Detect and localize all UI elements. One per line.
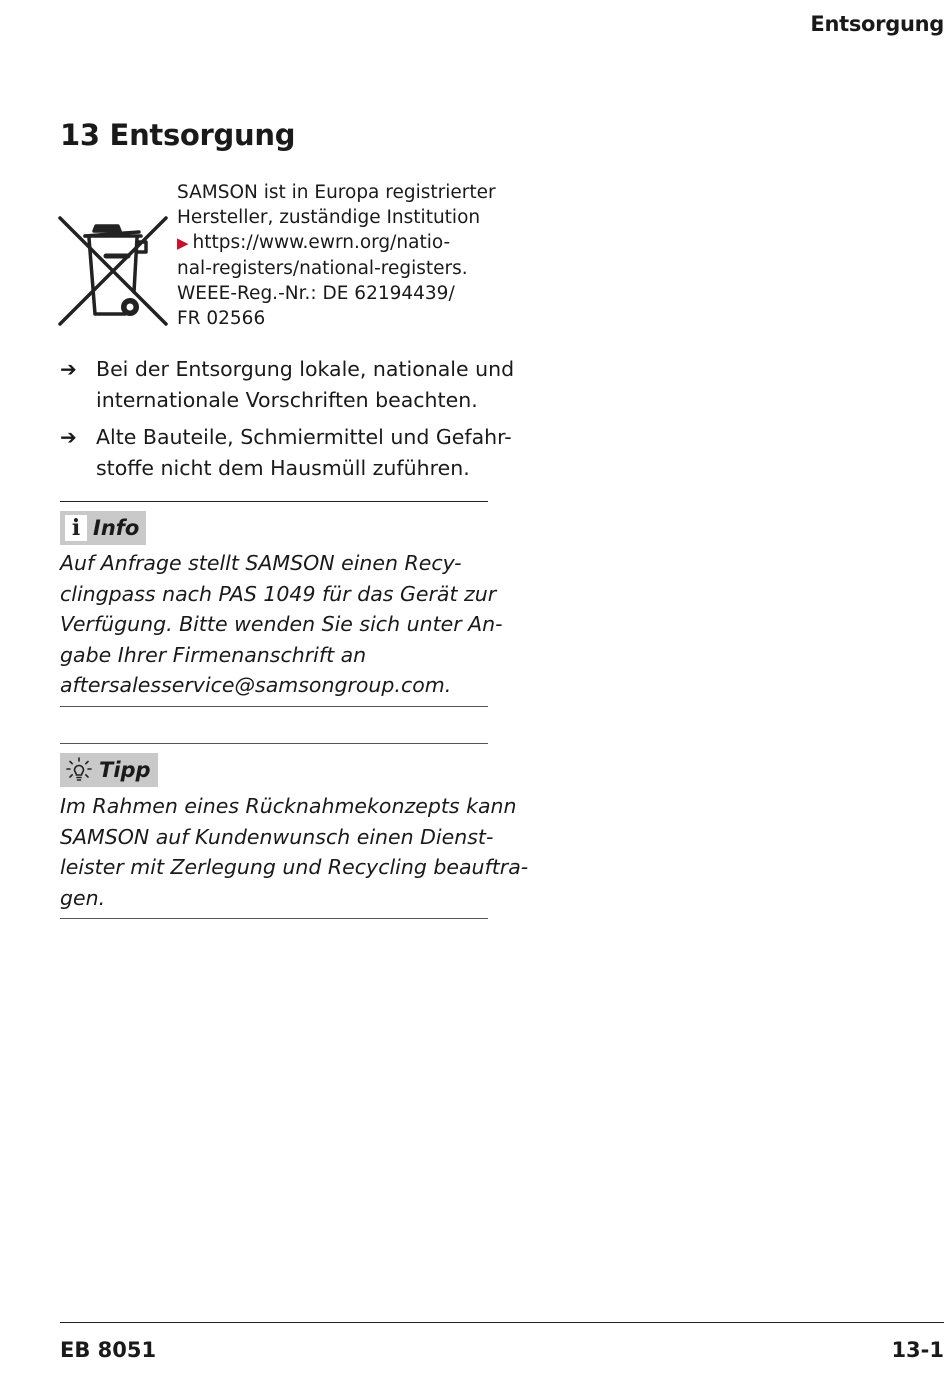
instruction-line: Alte Bauteile, Schmiermittel und Gefahr-: [96, 425, 512, 449]
instruction-line: internationale Vorschriften beachten.: [96, 388, 478, 412]
weee-line: Hersteller, zuständige Institution: [177, 207, 481, 228]
instruction-list: [60, 354, 515, 490]
info-line: Auf Anfrage stellt SAMSON einen Recy-: [60, 551, 462, 575]
weee-link-text[interactable]: https://www.ewrn.org/natio-: [192, 232, 451, 253]
info-line: gabe Ihrer Firmenanschrift an: [60, 642, 367, 667]
crossed-out-wheelie-bin-icon: [58, 214, 170, 328]
lightbulb-icon: [65, 756, 93, 784]
arrow-right-icon: ➔: [60, 425, 77, 449]
info-email-line[interactable]: aftersalesservice@samsongroup.com.: [60, 673, 452, 697]
info-line: Verfügung. Bitte wenden Sie sich unter An-: [60, 612, 503, 636]
weee-line: SAMSON ist in Europa registrierter: [177, 182, 496, 203]
arrow-right-icon: ➔: [60, 357, 77, 381]
weee-link-line[interactable]: [177, 230, 497, 256]
weee-registration-text: [177, 180, 497, 331]
info-box: [60, 501, 503, 707]
tip-badge: [60, 753, 158, 787]
footer-divider: [60, 1322, 944, 1323]
tip-line: gen.: [60, 885, 106, 910]
tip-label: Tipp: [99, 758, 151, 782]
tip-line: Im Rahmen eines Rücknahmekonzepts kann: [60, 794, 517, 818]
chapter-title: 13 Entsorgung: [60, 118, 296, 152]
instruction-item: [60, 422, 512, 484]
info-icon: i: [65, 515, 87, 541]
footer-page-number: 13-1: [891, 1338, 944, 1362]
info-label: Info: [93, 516, 140, 540]
tip-box: [60, 743, 529, 919]
footer-doc-number: EB 8051: [60, 1338, 157, 1362]
tip-line: leister mit Zerlegung und Recycling beauftra-: [60, 855, 529, 879]
info-line: clingpass nach PAS 1049 für das Gerät zur: [60, 581, 497, 606]
weee-line: FR 02566: [177, 308, 266, 329]
tip-line: SAMSON auf Kundenwunsch einen Dienst-: [60, 824, 494, 849]
link-arrow-icon: ▶: [177, 234, 189, 252]
info-text: [60, 548, 503, 701]
running-header-title: Entsorgung: [810, 12, 944, 36]
weee-line: WEEE-Reg.-Nr.: DE 62194439/: [177, 283, 455, 304]
weee-link-line-continued[interactable]: nal-registers/national-registers.: [177, 258, 468, 279]
instruction-line: stoffe nicht dem Hausmüll zuführen.: [96, 456, 470, 480]
info-badge: [60, 511, 146, 545]
instruction-item: [60, 354, 515, 416]
instruction-line: Bei der Entsorgung lokale, nationale und: [96, 357, 515, 381]
tip-text: [60, 791, 529, 913]
